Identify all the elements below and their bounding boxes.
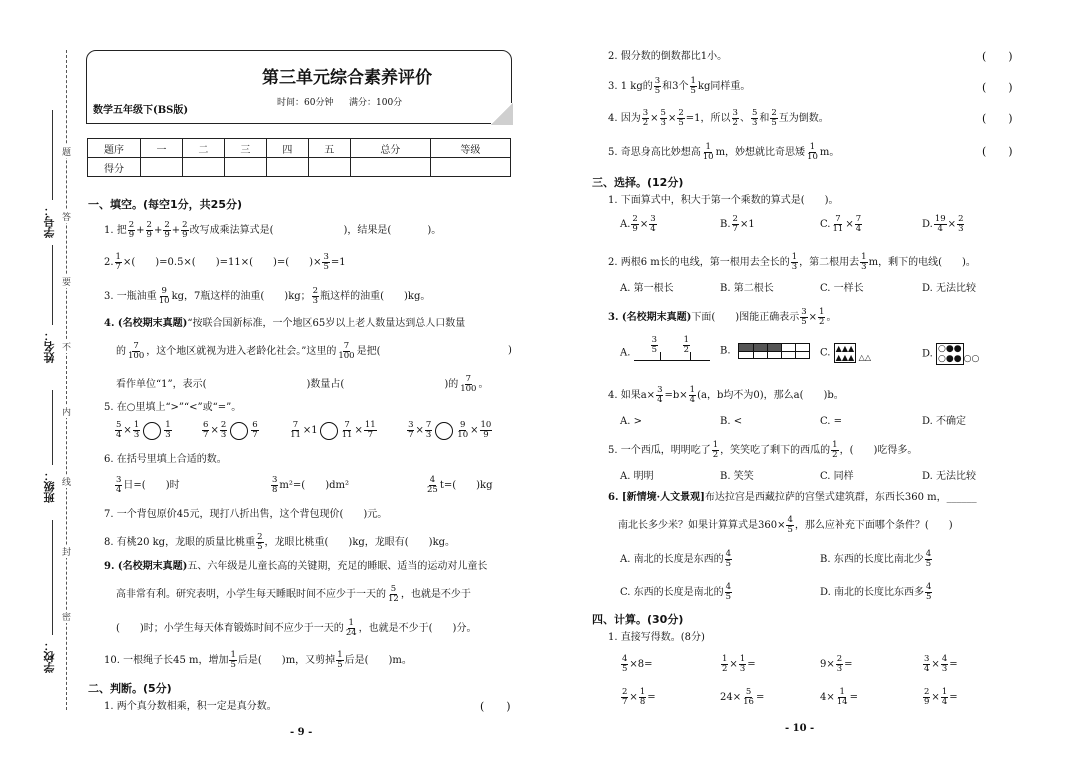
q5-item-1: $\frac{5}{4}$ × $\frac{1}{3}$ $\frac{1}{3}$ [116,420,171,440]
choice-1-B[interactable]: B. $\frac{2}{7}$ ×1 [720,214,755,234]
calc-item-4[interactable]: $\frac{3}{4}$ × $\frac{4}{3}$ = [924,654,958,674]
denominator: 100 [460,384,477,394]
fraction [158,287,171,306]
name-line [52,245,53,325]
number-line [634,360,710,361]
question-3 [104,287,430,306]
cut-char-8: 密 [62,610,71,623]
calc-1-title: 1. 直接写得数。(8分) [608,632,705,643]
question-9-line2: 高非常有利。研究表明，小学生每天睡眠时间不应少于一天的 $\frac{5}{12}$ ，也就是不少于 [116,584,471,604]
choice-5-D[interactable]: D. 无法比较 [922,471,977,482]
q1-pre: 1. 把 [104,225,127,236]
denominator: 5 [323,262,329,272]
circle-set: ○●● ○●● ○○ [938,344,980,364]
score-col-grade: 等级 [430,139,510,158]
judge-4: 4. 因为 $\frac{3}{2}$ × $\frac{5}{3}$ × $\frac{2}{5}$ =1，所以 $\frac{3}{2}$ 、 $\frac{5}{3}$ 和 $\frac{2}{5}$ 互为倒数。 [608,108,829,128]
score-col-total: 总分 [350,139,430,158]
numerator: 7 [343,341,350,351]
q5-item-3: $\frac{7}{11}$ ×1 $\frac{7}{11}$ × $\frac{11}{7}$ [290,420,376,440]
cut-char-6: 线 [62,475,71,488]
header-box [86,50,512,124]
section-calculation: 四、计算。(30分) [592,613,684,626]
q4-l2pre: 的 [116,346,126,357]
q4-l3b: )数量占( [306,379,345,390]
score-row-label: 得分 [88,158,141,177]
question-7: 7. 一个背包原价45元，现打八折出售，这个背包现价( )元。 [104,509,388,520]
q1-post: 改写成乘法算式是( [189,225,274,236]
calc-item-7[interactable]: 4× $\frac{1}{14}$ = [820,687,858,707]
score-col-label: 题序 [88,139,141,158]
compare-circle[interactable] [230,422,248,440]
school-label: 学校： [43,640,56,673]
numerator: 3 [323,252,329,262]
choice-6-C[interactable]: C. 东西的长度是南北的 $\frac{4}{5}$ [620,582,732,602]
compare-circle[interactable] [320,422,338,440]
numerator: 1 [115,252,121,262]
denominator: 10 [158,296,170,306]
choice-6-line2: 南北长多少米？如果计算算式是360× $\frac{4}{5}$ ，那么应补充下面哪个条件？( ) [618,515,953,535]
number-line-fraction-a: 3 5 [651,335,658,355]
fraction [312,287,319,306]
q1-mid: )，结果是( [343,225,392,236]
fraction [459,375,477,394]
q4-l2mid: ，这个地区就视为进入老龄化社会。”这里的 [146,346,337,357]
q5-item-4: $\frac{3}{7}$ × $\frac{7}{3}$ $\frac{9}{10}$ × $\frac{10}{9}$ [408,420,492,440]
choice-1-C[interactable]: C. $\frac{7}{11}$ × $\frac{7}{4}$ [820,214,862,234]
choice-4-C[interactable]: C. = [820,416,843,427]
choice-4: 4. 如果a× $\frac{3}{4}$ =b× $\frac{1}{4}$ (a，b均不为0)，那么a( )b。 [608,385,844,405]
choice-2-B[interactable]: B. 第二根长 [720,283,774,294]
question-1 [104,221,441,240]
question-4-line1 [104,317,465,331]
fraction [163,221,170,240]
choice-2-A[interactable]: A. 第一根长 [620,283,674,294]
choice-2-C[interactable]: C. 一样长 [820,283,864,294]
judge-4-answer[interactable]: ( ) [982,112,1013,125]
calc-item-3[interactable]: 9× $\frac{2}{3}$ = [820,654,853,674]
denominator: 100 [338,351,355,361]
choice-5-A[interactable]: A. 明明 [620,471,654,482]
q1-end: )。 [427,225,442,236]
choice-3-B[interactable]: B. [720,343,810,359]
score-cell[interactable] [266,158,308,177]
numerator: 2 [146,220,152,230]
calc-item-6[interactable]: 24× $\frac{5}{16}$ = [720,687,765,707]
page-number-left: - 9 - [290,727,313,738]
choice-1-A[interactable]: A. $\frac{2}{9}$ × $\frac{3}{4}$ [620,214,656,234]
school-line [52,520,53,635]
question-9-line3: ( )时；小学生每天体育锻炼时间不应少于一天的 $\frac{1}{24}$ ，也就是不少于( )分。 [116,618,477,638]
page-curl [491,103,513,125]
q2-pre: 2. [104,257,114,268]
question-6: 6. 在括号里填上合适的数。 [104,454,227,465]
q4-close-paren: ) [508,345,512,356]
score-col-1: 一 [141,139,183,158]
cut-char-1: 题 [62,145,71,158]
class-line [52,390,53,465]
choice-2-D[interactable]: D. 无法比较 [922,283,977,294]
choice-2: 2. 两根6 m长的电线，第一根用去全长的 $\frac{1}{3}$ ，第二根用去 $\frac{1}{3}$ m，剩下的电线( )。 [608,252,976,272]
numerator: 2 [128,220,135,230]
choice-3: 3. (名校期末真题)下面( )图能正确表示 $\frac{3}{5}$ × $\frac{1}{2}$ 。 [608,307,837,327]
judge-2: 2. 假分数的倒数都比1小。 [608,51,728,62]
fraction [115,253,122,272]
choice-3-D[interactable]: D. ○●● ○●● ○○ [922,344,980,364]
number-line-fraction-b: 1 2 [683,335,690,355]
choice-6-B[interactable]: B. 东西的长度比南北少 $\frac{4}{5}$ [820,549,932,569]
q6-b: $\frac{3}{8}$ m²=( )dm² [272,475,349,495]
q3-mid: kg，7瓶这样的油重( )kg； [171,291,311,302]
question-2 [104,253,346,272]
denominator: 9 [128,230,135,240]
score-cell[interactable] [350,158,430,177]
judge-1-answer[interactable]: ( ) [480,700,511,713]
compare-circle[interactable] [435,422,453,440]
choice-4-B[interactable]: B. < [720,416,743,427]
score-cell[interactable] [141,158,183,177]
question-10: 10. 一根绳子长45 m，增加 $\frac{1}{5}$ 后是( )m，又剪掉 $\frac{1}{5}$ 后是( )m。 [104,650,412,670]
denominator: 9 [164,230,170,240]
q3-end: 瓶这样的油重( )kg。 [320,291,431,302]
q6-c: $\frac{4}{25}$ t=( )kg [427,475,493,495]
calc-item-2[interactable]: $\frac{1}{2}$ × $\frac{1}{3}$ = [722,654,756,674]
q4-l3a: 看作单位“1”，表示( [116,379,207,390]
judge-5-answer[interactable]: ( ) [982,145,1013,158]
score-col-4: 四 [266,139,308,158]
choice-5-B[interactable]: B. 笑笑 [720,471,754,482]
choice-5: 5. 一个西瓜，明明吃了 $\frac{1}{2}$ ，笑笑吃了剩下的西瓜的 $\frac{1}{2}$ ，( )吃得多。 [608,440,918,460]
score-col-3: 三 [224,139,266,158]
plus: + [153,225,163,236]
score-col-5: 五 [308,139,350,158]
denominator: 9 [146,230,152,240]
section-fill-blank: 一、填空。(每空1分，共25分) [88,198,243,211]
score-cell[interactable] [224,158,266,177]
q2-end: =1 [330,257,346,268]
fraction [127,342,145,361]
bar-model [738,343,810,359]
cut-char-3: 要 [62,275,71,288]
q4-l3c: )的 [444,379,459,390]
score-cell[interactable] [182,158,224,177]
choice-1: 1. 下面算式中，积大于第一个乘数的算式是( )。 [608,195,839,206]
plus: + [136,225,145,236]
question-4-line3 [116,375,488,394]
numerator: 9 [161,286,167,296]
q4-l3end: 。 [478,379,489,390]
calc-item-1[interactable]: $\frac{4}{5}$ ×8= [622,654,653,674]
choice-5-C[interactable]: C. 同样 [820,471,854,482]
question-4-line2 [116,342,381,361]
compare-circle[interactable] [143,422,161,440]
fraction [146,221,153,240]
denominator: 100 [128,351,145,361]
choice-4-D[interactable]: D. 不确定 [922,416,967,427]
numerator: 2 [164,220,170,230]
name-label: 姓名： [43,330,56,363]
score-label: 满分：100分 [349,98,403,108]
q4-tag: 4. (名校期末真题) [104,318,188,329]
q4-l2end: 是把( [356,346,381,357]
judge-3: 3. 1 kg的 $\frac{3}{5}$ 和3个 $\frac{1}{5}$ kg同样重。 [608,76,751,96]
choice-3-C[interactable]: C. ▲▲▲ ▲▲▲ △△ [820,344,871,362]
triangle-set: ▲▲▲ ▲▲▲ △△ [835,344,871,362]
question-9-line1: 9. (名校期末真题)五、六年级是儿童长高的关键期，充足的睡眠、适当的运动对儿童长 [104,561,488,572]
score-col-2: 二 [182,139,224,158]
fraction [337,342,355,361]
q5-compare-row [114,421,493,440]
cut-char-5: 内 [62,405,71,418]
section-choice: 三、选择。(12分) [592,176,684,189]
question-8: 8. 有桃20 kg，龙眼的质量比桃重 $\frac{2}{5}$ ，龙眼比桃重( )kg，龙眼有( )kg。 [104,532,456,552]
judge-3-answer[interactable]: ( ) [982,81,1013,94]
q6-a: $\frac{3}{4}$ 日=( )时 [116,475,180,495]
section-judge: 二、判断。(5分) [88,682,172,695]
q5-item-2: $\frac{6}{7}$ × $\frac{2}{3}$ $\frac{6}{7}$ [203,420,258,440]
choice-3-A[interactable]: A. 3 5 1 2 [620,340,712,366]
plus: + [171,225,181,236]
page-title: 第三单元综合素养评价 [262,68,432,88]
choice-6-D[interactable]: D. 南北的长度比东西多 $\frac{4}{5}$ [820,582,932,602]
denominator: 3 [312,296,319,306]
fraction [322,253,329,272]
numerator: 7 [133,341,139,351]
student-id-line [52,110,53,200]
student-id-label: 学号： [43,205,56,238]
judge-1: 1. 两个真分数相乘，积一定是真分数。 [104,701,277,712]
question-5: 5. 在○里填上“>”“<”或“=”。 [104,402,242,413]
subject-label: 数学五年级下(BS版) [93,105,189,116]
judge-5: 5. 奇思身高比妙想高 $\frac{1}{10}$ m，妙想就比奇思矮 $\frac{1}{10}$ m。 [608,142,840,162]
cut-char-2: 答 [62,210,71,223]
calc-item-5[interactable]: $\frac{2}{7}$ × $\frac{1}{8}$ = [622,687,656,707]
choice-6-line1: 6. [新情境·人文景观]布达拉宫是西藏拉萨的宫堡式建筑群，东西长360 m，______ [608,492,977,503]
class-label: 班级： [43,470,56,503]
choice-1-D[interactable]: D. $\frac{19}{4}$ × $\frac{2}{3}$ [922,214,964,234]
choice-6-A[interactable]: A. 南北的长度是东西的 $\frac{4}{5}$ [620,549,732,569]
page-number-right: - 10 - [785,723,815,734]
fraction [128,221,135,240]
time-label: 时间：60分钟 [277,98,334,108]
q2-text: ×( )=0.5×( )=11×( )=( )× [122,257,322,268]
numerator: 2 [182,220,188,230]
judge-2-answer[interactable]: ( ) [982,50,1013,63]
denominator: 9 [182,230,188,240]
numerator: 2 [312,286,319,296]
cut-char-7: 封 [62,545,71,558]
cut-char-4: 不 [62,340,71,353]
fraction [181,221,188,240]
calc-item-8[interactable]: $\frac{2}{9}$ × $\frac{1}{4}$ = [924,687,958,707]
score-table [87,138,511,177]
numerator: 7 [465,374,472,384]
q4-line1: “按联合国新标准，一个地区65岁以上老人数量达到总人口数量 [187,318,466,329]
score-cell[interactable] [308,158,350,177]
denominator: 7 [115,262,121,272]
q3-pre: 3. 一瓶油重 [104,291,157,302]
score-cell[interactable] [430,158,510,177]
choice-4-A[interactable]: A. > [620,416,642,427]
